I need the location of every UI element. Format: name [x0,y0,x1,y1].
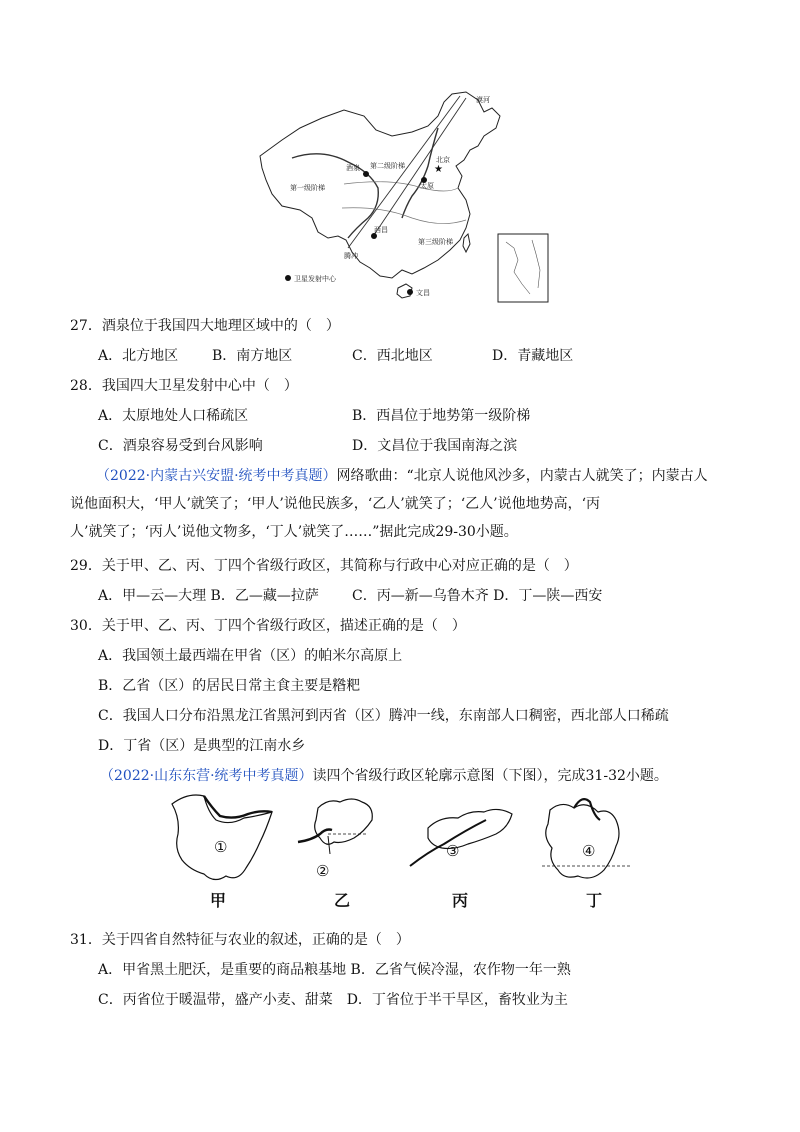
q28-stem: 28．我国四大卫星发射中心中（ ） [70,378,298,394]
label-legend: 卫星发射中心 [294,275,336,283]
passage2-line [100,766,740,786]
passage1-text1: 网络歌曲：“北京人说他风沙多，内蒙古人就笑了；内蒙古人 [336,468,708,484]
passage1-line1 [96,466,736,486]
q27-stem: 27．酒泉位于我国四大地理区域中的（ ） [70,318,340,334]
label-jiuquan: 酒泉 [346,164,360,172]
q31-options-cd[interactable]: C．丙省位于暖温带，盛产小麦、甜菜 D．丁省位于半干旱区，畜牧业为主 [98,992,568,1008]
q29-options-ab[interactable]: A．甲—云—大理 B．乙—藏—拉萨 [98,588,319,604]
province-outline-1 [168,790,278,886]
province-number-3: ③ [446,842,460,860]
passage1-line2: 说他面积大，‘甲人’就笑了；‘甲人’说他民族多，‘乙人’就笑了；‘乙人’说他地势高，‘丙 [70,496,601,512]
q29-options-cd[interactable]: C．丙—新—乌鲁木齐 D．丁—陕—西安 [352,588,603,604]
province-number-1: ① [214,838,228,856]
label-second-step: 第二级阶梯 [370,162,405,170]
q27-option-a[interactable]: A．北方地区 [98,348,179,364]
province-number-4: ④ [582,842,596,860]
label-mohe: 漠河 [476,96,490,104]
province-label-bing: 丙 [451,891,468,910]
q28-option-d[interactable]: D．文昌位于我国南海之滨 [352,438,518,454]
q31-stem: 31．关于四省自然特征与农业的叙述，正确的是（ ） [70,932,410,948]
q30-option-b[interactable]: B．乙省（区）的居民日常主食主要是糌粑 [98,678,361,694]
label-first-step: 第一级阶梯 [290,184,325,192]
passage1-source: （2022·内蒙古兴安盟·统考中考真题） [96,468,337,484]
q30-option-c[interactable]: C．我国人口分布沿黑龙江省黑河到丙省（区）腾冲一线，东南部人口稠密，西北部人口稀疏 [98,708,669,724]
q28-option-b[interactable]: B．西昌位于地势第一级阶梯 [352,408,531,424]
label-taiyuan: 太原 [420,182,434,190]
step-boundary-first [292,154,378,238]
province-outline-3 [408,790,518,886]
passage2-source: （2022·山东东营·统考中考真题） [100,768,313,784]
q29-stem: 29．关于甲、乙、丙、丁四个省级行政区，其简称与行政中心对应正确的是（ ） [70,558,578,574]
passage2-text: 读四个省级行政区轮廓示意图（下图），完成31-32小题。 [312,768,668,784]
south-china-sea-inset [498,234,548,302]
q27-option-d[interactable]: D．青藏地区 [492,348,574,364]
label-tengchong: 腾冲 [344,252,358,260]
province-label-yi: 乙 [333,891,350,910]
q27-option-c[interactable]: C．西北地区 [352,348,433,364]
q30-option-a[interactable]: A．我国领土最西端在甲省（区）的帕米尔高原上 [98,648,403,664]
province-label-ding: 丁 [585,891,602,910]
q31-options-ab[interactable]: A．甲省黑土肥沃，是重要的商品粮基地 B．乙省气候冷湿，农作物一年一熟 [98,962,571,978]
river [344,182,458,191]
legend-dot [285,275,291,281]
province-label-jia: 甲 [209,891,226,910]
q28-option-c[interactable]: C．酒泉容易受到台风影响 [98,438,263,454]
passage1-line3: 人’就笑了；‘丙人’说他文物多，‘丁人’就笑了……”据此完成29-30小题。 [70,524,518,540]
province-outline-2 [294,790,384,886]
label-wenchang: 文昌 [416,289,430,297]
label-xichang: 西昌 [374,226,388,234]
beijing-star: ★ [434,164,443,175]
step-boundary-second [402,128,438,218]
river [342,208,466,224]
province-number-2: ② [316,862,330,880]
label-beijing: 北京 [436,156,450,164]
label-third-step: 第三级阶梯 [418,238,453,246]
q28-option-a[interactable]: A．太原地处人口稀疏区 [98,408,249,424]
taiwan-island [463,234,470,252]
china-map-figure [252,88,552,306]
q30-option-d[interactable]: D．丁省（区）是典型的江南水乡 [98,738,306,754]
q30-stem: 30．关于甲、乙、丙、丁四个省级行政区，描述正确的是（ ） [70,618,466,634]
province-outline-4 [534,790,638,890]
jiuquan-dot [363,171,369,177]
q27-option-b[interactable]: B．南方地区 [212,348,293,364]
wenchang-dot [407,289,413,295]
